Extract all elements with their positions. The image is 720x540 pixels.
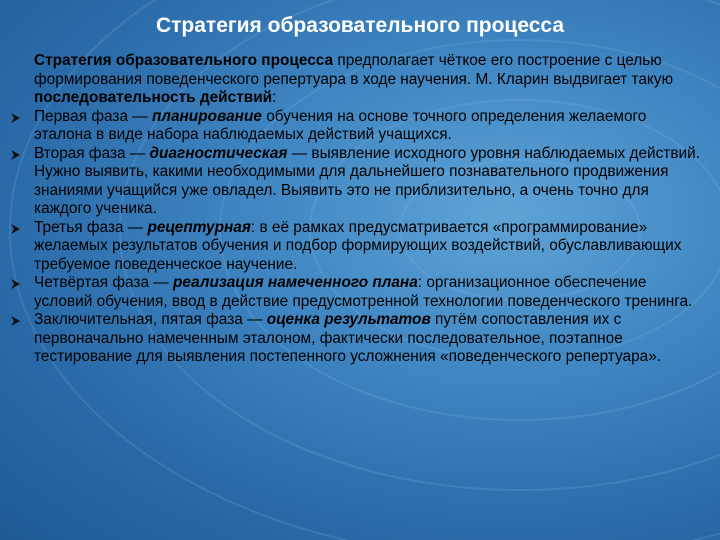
phase-prefix: Вторая фаза — [34, 144, 150, 162]
phase-prefix: Третья фаза — [34, 218, 148, 236]
intro-text-2: : [272, 89, 277, 106]
page-title: Стратегия образовательного процесса [155, 14, 565, 37]
phase-description: : организационное обеспечение условий обучения, ввод в действие предусмотренной технологии поведенческого тренинга. [34, 274, 693, 310]
phase-name: реализация намеченного плана [172, 274, 418, 291]
list-item [10, 274, 700, 311]
phase-prefix: Заключительная, пятая фаза — [34, 311, 267, 328]
list-item [10, 145, 700, 219]
phase-description: : в её рамках предусматривается «программирование» желаемых результатов обучения и подбор формирующих воздействий, обуславливающих требуемое поведенческое научение. [34, 218, 682, 273]
phase-name: диагностическая [149, 144, 288, 162]
list-item [10, 311, 700, 367]
phase-prefix: Первая фаза — [34, 107, 152, 125]
list-item [10, 219, 700, 275]
phase-name: рецептурная [147, 218, 251, 236]
phase-name: оценка результатов [266, 311, 431, 328]
slide-body [10, 52, 700, 367]
arrow-bullet-icon [10, 274, 26, 289]
phase-name: планирование [151, 107, 262, 125]
arrow-bullet-icon [10, 311, 26, 326]
phase-description: обучения на основе точного определения желаемого эталона в виде набора наблюдаемых действий учащихся. [34, 107, 647, 143]
intro-paragraph [10, 52, 700, 108]
arrow-bullet-icon [10, 219, 26, 234]
intro-text-1: предполагает чёткое его построение с целью формирования поведенческого репертуара в ходе научения. М. Кларин выдвигает такую [34, 52, 674, 88]
arrow-bullet-icon [10, 145, 26, 160]
intro-term: Стратегия образовательного процесса [34, 52, 334, 69]
phase-prefix: Четвёртая фаза — [34, 274, 173, 291]
intro-emphasis: последовательность действий [34, 89, 273, 106]
arrow-bullet-icon [10, 108, 26, 123]
phase-description: путём сопоставления их с первоначально намеченным эталоном, фактически последовательное, поэтапное тестирование для выявления постепенного усложнения «поведенческого репертуара». [34, 311, 662, 365]
list-item [10, 108, 700, 145]
phase-description: — выявление исходного уровня наблюдаемых действий. Нужно выявить, какими необходимыми для дальнейшего познавательного продвижения знаниями учащийся уже овладел. Выявить это не приблизительно, а очень точно для каждого ученика. [34, 144, 701, 217]
